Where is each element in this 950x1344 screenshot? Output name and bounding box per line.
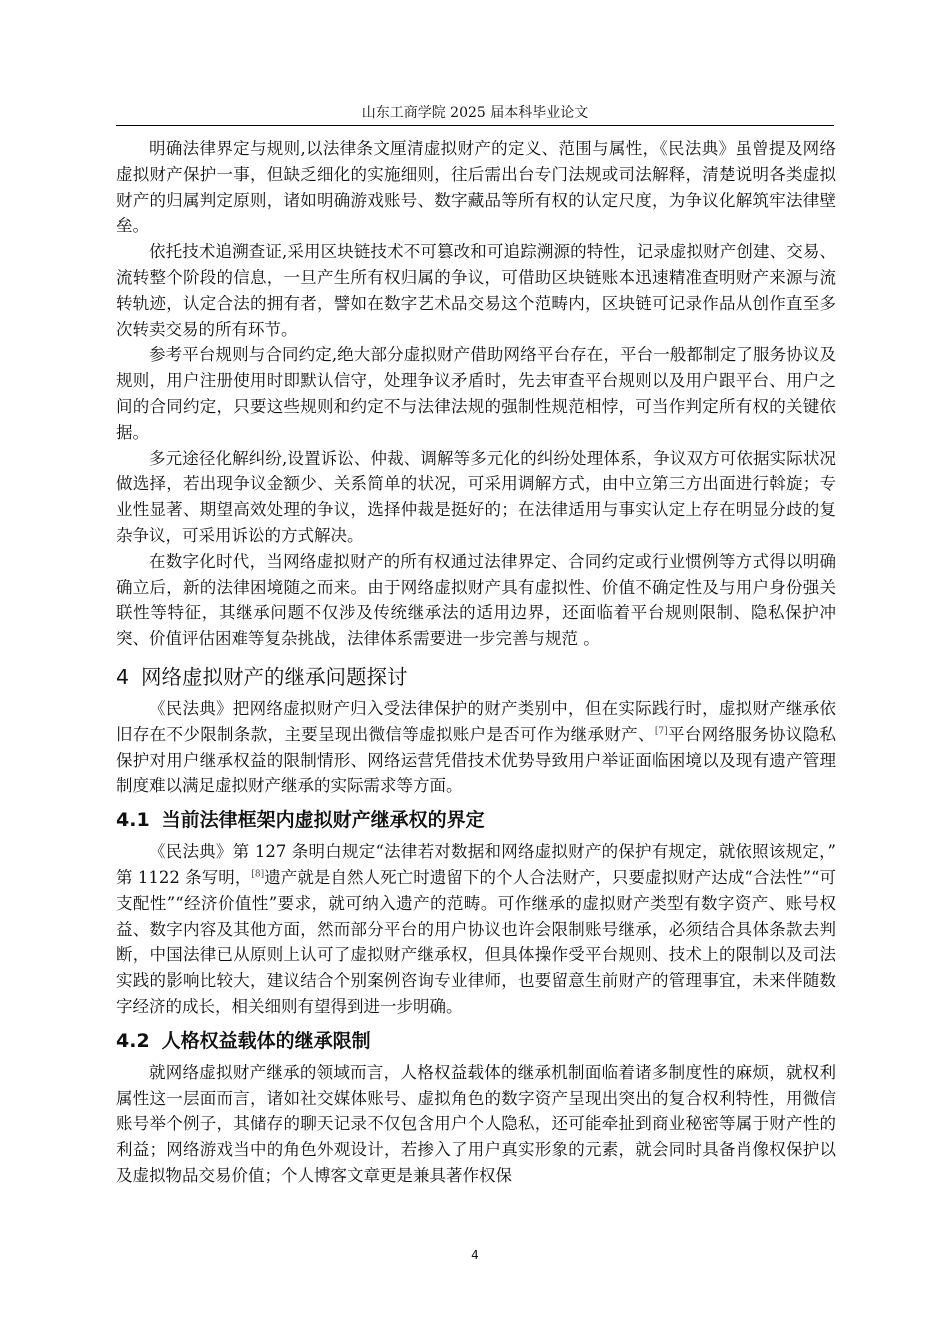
paragraph-section-4 (116, 696, 836, 799)
section-4-1-text-b: 遗产就是自然人死亡时遗留下的个人合法财产，只要虚拟财产达成“合法性”“可支配性”“经济价值性”要求，就可纳入遗产的范畴。可作继承的虚拟财产类型有数字资产、账号权益、数字内容及其他方面，然而部分平台的用户协议也许会限制账号继承，必须结合具体条款去判断，中国法律已从原则上认可了虚拟财产继承权，但具体操作受平台规则、技术上的限制以及司法实践的影响比较大，建议结合个别案例咨询专业律师，也要留意生前财产的管理事宜，未来伴随数字经济的成长，相关细则有望得到进一步明确。 (116, 867, 836, 1016)
section-4-2-number: 4.2 (116, 1029, 150, 1052)
paragraph-blockchain-tracing: 依托技术追溯查证,采用区块链技术不可篡改和可追踪溯源的特性，记录虚拟财产创建、交易、流转整个阶段的信息，一旦产生所有权归属的争议，可借助区块链账本迅速精准查明财产来源与流转轨迹，认定合法的拥有者，譬如在数字艺术品交易这个范畴内，区块链可记录作品从创作直至多次转卖交易的所有环节。 (116, 242, 836, 339)
citation-ref-8: [8] (251, 869, 265, 880)
running-header: 山东工商学院 2025 届本科毕业论文 (361, 105, 589, 121)
citation-ref-7: [7] (654, 726, 668, 737)
section-4-1-heading (116, 805, 836, 835)
section-4-number: 4 (116, 664, 130, 689)
paragraph-platform-rules: 参考平台规则与合同约定,绝大部分虚拟财产借助网络平台存在，平台一般都制定了服务协议及规则，用户注册使用时即默认信守，处理争议矛盾时，先去审查平台规则以及用户跟平台、用户之间的合同约定，只要这些规则和约定不与法律法规的强制性规范相悖，可当作判定所有权的关键依据。 (116, 345, 836, 442)
paragraph-section-4-1 (116, 839, 836, 1020)
paragraph-legal-definition: 明确法律界定与规则,以法律条文厘清虚拟财产的定义、范围与属性，《民法典》虽曾提及网络虚拟财产保护一事，但缺乏细化的实施细则，往后需出台专门法规或司法解释，清楚说明各类虚拟财产的归属判定原则，诸如明确游戏账号、数字藏品等所有权的认定尺度，为争议化解筑牢法律壁垒。 (116, 139, 836, 236)
section-4-1-text-a: 《民法典》第 127 条明白规定“法律若对数据和网络虚拟财产的保护有规定，就依照该规定，” 第 1122 条写明， (116, 842, 836, 887)
section-4-1-title: 当前法律框架内虚拟财产继承权的界定 (161, 809, 485, 832)
header-rule (116, 125, 834, 126)
section-4-text-b: 平台网络服务协议隐私保护对用户继承权益的限制情形、网络运营凭借技术优势导致用户举证面临困境以及现有遗产管理制度难以满足虚拟财产继承的实际需求等方面。 (116, 724, 837, 796)
body-content (116, 136, 836, 1189)
page-number: 4 (471, 1248, 479, 1262)
section-4-text-a: 《民法典》把网络虚拟财产归入受法律保护的财产类别中，但在实际践行时，虚拟财产继承依旧存在不少限制条款，主要呈现出微信等虚拟账户是否可作为继承财产、 (116, 698, 836, 744)
paragraph-dispute-resolution: 多元途径化解纠纷,设置诉讼、仲裁、调解等多元化的纠纷处理体系，争议双方可依据实际状况做选择，若出现争议金额少、关系简单的状况，可采用调解方式，由中立第三方出面进行斡旋；专业性显著、期望高效处理的争议，选择仲裁是挺好的；在法律适用与事实认定上存在明显分歧的复杂争议，可采用诉讼的方式解决。 (116, 448, 836, 545)
section-4-2-heading (116, 1026, 836, 1056)
paragraph-section-4-2: 就网络虚拟财产继承的领域而言，人格权益载体的继承机制面临着诸多制度性的麻烦，就权利属性这一层面而言，诸如社交媒体账号、虚拟角色的数字资产呈现出突出的复合权利特性，用微信账号举个例子，其储存的聊天记录不仅包含用户个人隐私，还可能牵扯到商业秘密等属于财产性的利益；网络游戏当中的角色外观设计，若掺入了用户真实形象的元素，就会同时具备肖像权保护以及虚拟物品交易价值；个人博客文章更是兼具著作权保 (116, 1062, 836, 1185)
section-4-title: 网络虚拟财产的继承问题探讨 (141, 664, 408, 689)
section-4-2-title: 人格权益载体的继承限制 (161, 1029, 371, 1052)
section-4-heading (116, 662, 836, 692)
section-4-1-number: 4.1 (116, 809, 150, 832)
paragraph-digital-era: 在数字化时代，当网络虚拟财产的所有权通过法律界定、合同约定或行业惯例等方式得以明确确立后，新的法律困境随之而来。由于网络虚拟财产具有虚拟性、价值不确定性及与用户身份强关联性等特征，其继承问题不仅涉及传统继承法的适用边界，还面临着平台规则限制、隐私保护冲突、价值评估困难等复杂挑战，法律体系需要进一步完善与规范 。 (116, 551, 836, 649)
